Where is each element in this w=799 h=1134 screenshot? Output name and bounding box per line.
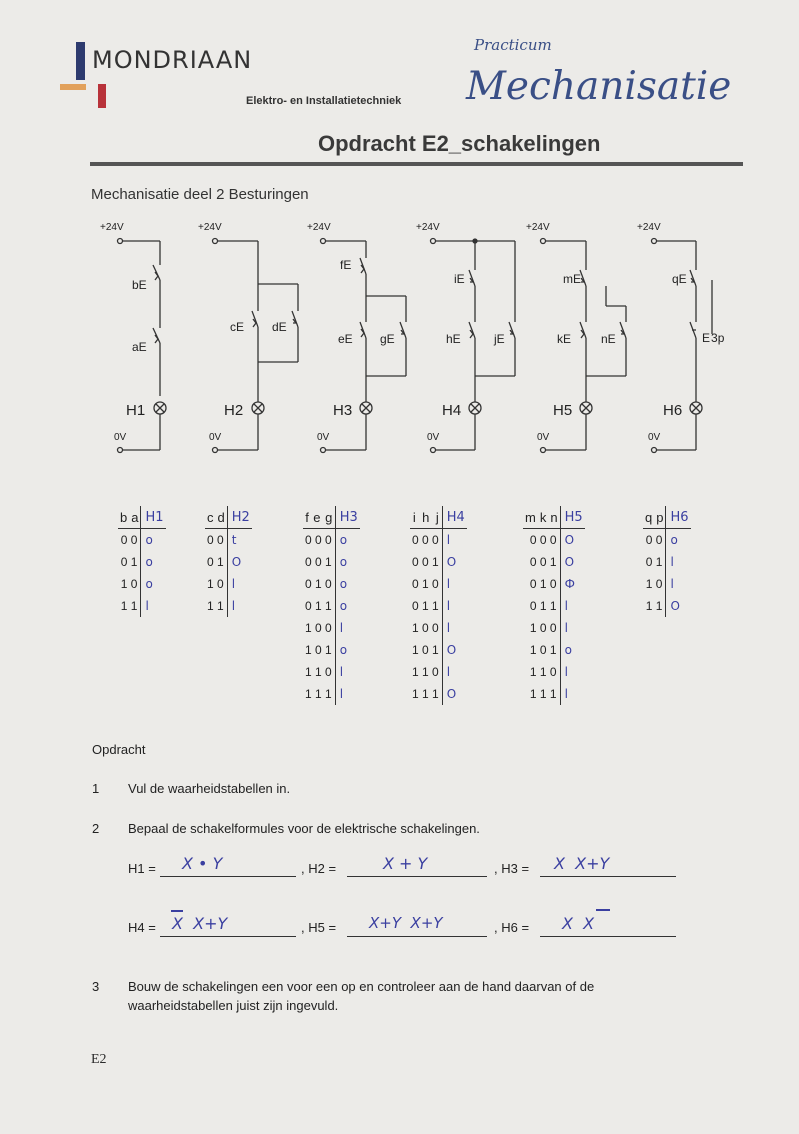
contact-label-e: eE: [338, 332, 353, 346]
output-value[interactable]: o: [335, 551, 360, 573]
table-row: [303, 529, 360, 552]
input-values: 0 0 0: [529, 533, 557, 547]
truth-table: [523, 506, 585, 705]
output-value[interactable]: o: [141, 551, 166, 573]
input-values: 1 1: [120, 599, 138, 613]
input-values: 1 1 0: [529, 665, 557, 679]
ground-label-6: 0V: [648, 432, 661, 443]
input-header: d: [216, 506, 228, 529]
output-value[interactable]: l: [442, 573, 467, 595]
h4-overbar: [171, 910, 183, 912]
circuit-h2: [198, 222, 298, 453]
input-values: 0 0 1: [412, 555, 439, 569]
truth-table-h3: [303, 506, 360, 705]
lamp-label-h2: H2: [224, 402, 244, 419]
input-values: 0 0 1: [529, 555, 557, 569]
output-header: H6: [666, 506, 691, 529]
output-header: H5: [560, 506, 585, 529]
input-values: 1 1: [207, 599, 224, 613]
input-values: 0 1: [207, 555, 224, 569]
input-values: 0 1 1: [412, 599, 439, 613]
contact-label-j: jE: [494, 332, 505, 346]
formula-label-h3: , H3 =: [494, 861, 530, 876]
contact-label-d: dE: [272, 320, 287, 334]
lamp-label-h5: H5: [553, 402, 573, 419]
table-row: [410, 661, 467, 683]
task-1-text: Vul de waarheidstabellen in.: [128, 781, 291, 796]
table-row: [303, 683, 360, 705]
formula-label-h1: H1 =: [128, 861, 156, 876]
supply-label-6: +24V: [637, 222, 661, 233]
subtitle: Mechanisatie deel 2 Besturingen: [91, 186, 309, 203]
lamp-label-h6: H6: [663, 402, 683, 419]
truth-table: [410, 506, 467, 705]
ground-label-3: 0V: [317, 432, 330, 443]
contact-label-a: aE: [132, 340, 147, 354]
input-header: q: [643, 506, 654, 529]
table-row: [410, 617, 467, 639]
output-value[interactable]: l: [141, 595, 166, 617]
truth-table: [118, 506, 166, 617]
truth-table-h4: [410, 506, 467, 705]
input-values: 0 0 0: [305, 533, 332, 547]
task-3-text-line2: waarheidstabellen juist zijn ingevuld.: [128, 998, 339, 1013]
contact-label-b: bE: [132, 278, 147, 292]
table-row: [643, 529, 691, 552]
logo-orange-bar: [60, 84, 86, 90]
contact-label-c: cE: [230, 320, 245, 334]
task-1-number: 1: [92, 781, 100, 796]
input-values: 1 1 1: [305, 687, 332, 701]
output-value[interactable]: o: [335, 595, 360, 617]
table-row: [205, 595, 252, 617]
output-value[interactable]: l: [560, 683, 585, 705]
output-value[interactable]: l: [442, 529, 467, 552]
truth-table-h5: [523, 506, 585, 705]
input-values: 1 1 0: [305, 665, 332, 679]
input-values: 0 1 0: [305, 577, 332, 591]
output-value[interactable]: o: [666, 529, 691, 552]
formula-answer-h6-text: X X: [562, 914, 595, 933]
output-value[interactable]: l: [335, 683, 360, 705]
input-header: e: [311, 506, 323, 529]
table-row: [118, 529, 166, 552]
table-row: [303, 639, 360, 661]
output-value[interactable]: l: [666, 573, 691, 595]
output-value[interactable]: o: [141, 529, 166, 552]
input-header: k: [538, 506, 549, 529]
table-row: [410, 529, 467, 552]
table-row: [643, 573, 691, 595]
formula-answer-h4-text: X X+Y: [172, 914, 228, 933]
logo-blue-bar: [76, 42, 85, 80]
output-value[interactable]: l: [560, 617, 585, 639]
input-header: i: [410, 506, 419, 529]
table-row: [118, 551, 166, 573]
h6-overbar: [596, 909, 610, 911]
task-3-text-line1: Bouw de schakelingen een voor een op en controleer aan de hand daarvan of de: [128, 979, 595, 994]
table-row: [523, 617, 585, 639]
practicum-label: Practicum: [474, 36, 552, 54]
contact-label-f: fE: [340, 258, 352, 272]
logo-text: MONDRIAAN: [92, 46, 253, 74]
input-values: 0 1 0: [412, 577, 439, 591]
table-row: [118, 595, 166, 617]
contact-label-h: hE: [446, 332, 461, 346]
input-values: 1 1 1: [412, 687, 439, 701]
input-header: b: [118, 506, 129, 529]
logo: [60, 40, 260, 112]
table-row: [118, 573, 166, 595]
input-header: c: [205, 506, 216, 529]
input-header: a: [129, 506, 141, 529]
supply-label-2: +24V: [198, 222, 222, 233]
circuit-h5: [526, 222, 626, 453]
output-header: H4: [442, 506, 467, 529]
department: Elektro- en Installatietechniek: [246, 95, 402, 107]
table-row: [643, 551, 691, 573]
truth-table: [205, 506, 252, 617]
circuit-h3: [307, 222, 406, 453]
formula-answer-h5[interactable]: [347, 914, 487, 937]
output-header: H3: [335, 506, 360, 529]
assignment-heading: Opdracht: [92, 742, 146, 757]
input-values: 0 0 1: [305, 555, 332, 569]
table-row: [523, 529, 585, 552]
input-values: 0 1 1: [529, 599, 557, 613]
input-values: 1 1 0: [412, 665, 439, 679]
ground-label-5: 0V: [537, 432, 550, 443]
output-value[interactable]: l: [560, 595, 585, 617]
input-values: 0 1 0: [529, 577, 557, 591]
input-header: g: [323, 506, 335, 529]
input-values: 0 0: [207, 533, 224, 547]
output-value[interactable]: o: [141, 573, 166, 595]
input-values: 1 0 0: [412, 621, 439, 635]
table-row: [523, 683, 585, 705]
input-header: j: [433, 506, 442, 529]
output-value[interactable]: l: [227, 573, 252, 595]
input-values: 1 1: [645, 599, 663, 613]
table-row: [410, 683, 467, 705]
formula-answer-h3[interactable]: [540, 854, 676, 877]
title-rule: [90, 162, 743, 166]
ground-label-4: 0V: [427, 432, 440, 443]
supply-label-3: +24V: [307, 222, 331, 233]
circuit-h4: [416, 222, 515, 453]
input-values: 0 0 0: [412, 533, 439, 547]
output-value[interactable]: o: [560, 639, 585, 661]
input-values: 0 1: [120, 555, 138, 569]
table-row: [410, 573, 467, 595]
formula-answer-h2-text: X + Y: [383, 854, 428, 873]
table-row: [205, 551, 252, 573]
table-row: [303, 595, 360, 617]
formula-answer-h6[interactable]: [540, 914, 676, 937]
contact-label-i: iE: [454, 272, 465, 286]
input-values: 0 0: [120, 533, 138, 547]
truth-table: [303, 506, 360, 705]
output-header: H2: [227, 506, 252, 529]
supply-label-5: +24V: [526, 222, 550, 233]
output-value[interactable]: o: [335, 529, 360, 552]
table-row: [643, 595, 691, 617]
input-values: 1 0: [120, 577, 138, 591]
input-values: 1 0: [207, 577, 224, 591]
subject-title: Mechanisatie: [466, 64, 732, 109]
truth-table-h1: [118, 506, 166, 617]
contact-label-g: gE: [380, 332, 395, 346]
table-row: [410, 639, 467, 661]
ground-label-2: 0V: [209, 432, 222, 443]
output-header: H1: [141, 506, 166, 529]
formula-answer-h1[interactable]: [160, 854, 296, 877]
contact-label-p: E3p: [702, 331, 725, 345]
input-values: 1 0 1: [305, 643, 332, 657]
input-values: 1 0 1: [529, 643, 557, 657]
contact-label-m: mE: [563, 272, 581, 286]
output-value[interactable]: l: [560, 661, 585, 683]
formula-answer-h3-text: X X+Y: [554, 854, 610, 873]
table-row: [303, 617, 360, 639]
formula-answer-h5-text: X+Y X+Y: [369, 914, 443, 932]
input-values: 1 0 0: [529, 621, 557, 635]
table-row: [523, 573, 585, 595]
input-header: p: [654, 506, 666, 529]
input-header: f: [303, 506, 311, 529]
table-row: [523, 639, 585, 661]
input-values: 0 0: [645, 533, 663, 547]
page-title: Opdracht E2_schakelingen: [318, 131, 601, 156]
lamp-label-h4: H4: [442, 402, 462, 419]
input-values: 1 1 1: [529, 687, 557, 701]
input-header: n: [548, 506, 560, 529]
output-value[interactable]: O: [442, 639, 467, 661]
task-2-number: 2: [92, 821, 100, 836]
table-row: [523, 551, 585, 573]
output-value[interactable]: l: [335, 661, 360, 683]
output-value[interactable]: t: [227, 529, 252, 552]
circuit-h1: [100, 222, 166, 453]
output-value[interactable]: O: [560, 529, 585, 552]
contact-label-k: kE: [557, 332, 572, 346]
task-2-text: Bepaal de schakelformules voor de elektrische schakelingen.: [128, 821, 480, 836]
footer-code: E2: [91, 1052, 107, 1067]
contact-label-n: nE: [601, 332, 616, 346]
circuit-h6: [637, 222, 725, 453]
input-values: 0 1: [645, 555, 663, 569]
output-value[interactable]: O: [560, 551, 585, 573]
output-value[interactable]: l: [442, 595, 467, 617]
formula-label-h6: , H6 =: [494, 920, 530, 935]
formula-answer-h2[interactable]: [347, 854, 487, 877]
circuit-diagrams: [0, 210, 799, 460]
truth-table-h2: [205, 506, 252, 617]
output-value[interactable]: O: [442, 683, 467, 705]
table-row: [410, 551, 467, 573]
table-row: [410, 595, 467, 617]
input-values: 1 0: [645, 577, 663, 591]
truth-table: [643, 506, 691, 617]
table-row: [205, 529, 252, 552]
output-value[interactable]: Ф: [560, 573, 585, 595]
input-values: 1 0 0: [305, 621, 332, 635]
logo-red-bar: [98, 84, 106, 108]
table-row: [303, 573, 360, 595]
supply-label-1: +24V: [100, 222, 124, 233]
output-value[interactable]: l: [666, 551, 691, 573]
output-value[interactable]: l: [227, 595, 252, 617]
table-row: [523, 595, 585, 617]
output-value[interactable]: O: [666, 595, 691, 617]
formula-label-h5: , H5 =: [301, 920, 337, 935]
table-row: [523, 661, 585, 683]
contact-label-q: qE: [672, 272, 687, 286]
output-value[interactable]: o: [335, 573, 360, 595]
task-3-number: 3: [92, 979, 100, 994]
formula-answer-h4[interactable]: [160, 914, 296, 937]
supply-label-4: +24V: [416, 222, 440, 233]
input-header: m: [523, 506, 538, 529]
output-value[interactable]: l: [335, 617, 360, 639]
lamp-label-h1: H1: [126, 402, 146, 419]
input-values: 0 1 1: [305, 599, 332, 613]
ground-label-1: 0V: [114, 432, 127, 443]
truth-table-h6: [643, 506, 691, 617]
lamp-label-h3: H3: [333, 402, 353, 419]
input-header: h: [419, 506, 433, 529]
table-row: [303, 551, 360, 573]
output-value[interactable]: o: [335, 639, 360, 661]
output-value[interactable]: O: [442, 551, 467, 573]
formula-label-h4: H4 =: [128, 920, 156, 935]
input-values: 1 0 1: [412, 643, 439, 657]
formula-label-h2: , H2 =: [301, 861, 337, 876]
table-row: [205, 573, 252, 595]
output-value[interactable]: l: [442, 617, 467, 639]
table-row: [303, 661, 360, 683]
output-value[interactable]: O: [227, 551, 252, 573]
formula-answer-h1-text: X • Y: [182, 854, 223, 873]
output-value[interactable]: l: [442, 661, 467, 683]
